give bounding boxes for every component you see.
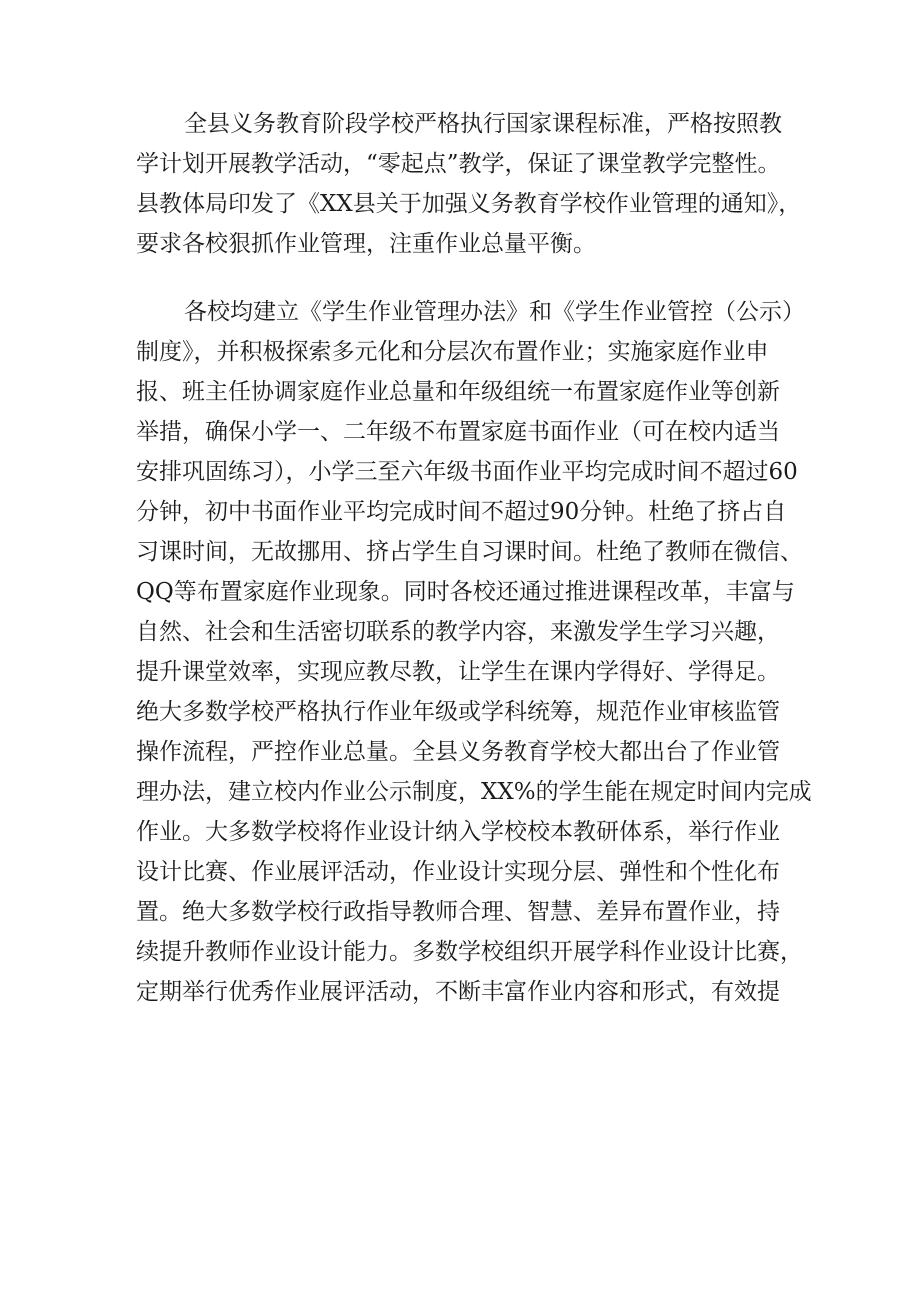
paragraph-2 [136,292,816,1012]
paragraph-line: 提升课堂效率，实现应教尽教，让学生在课内学得好、学得足。 [136,659,780,685]
paragraph-line: 设计比赛、作业展评活动，作业设计实现分层、弹性和个性化布 [136,859,780,885]
paragraph-line: 安排巩固练习），小学三至六年级书面作业平均完成时间不超过60 [136,459,798,485]
paragraph-line: 县教体局印发了《XX县关于加强义务教育学校作业管理的通知》， [136,191,802,217]
paragraph-line: 置。绝大多数学校行政指导教师合理、智慧、差异布置作业，持 [136,899,780,925]
paragraph-line: 举措，确保小学一、二年级不布置家庭书面作业（可在校内适当 [136,419,780,445]
document-body [136,104,816,1012]
paragraph-line: 续提升教师作业设计能力。多数学校组织开展学科作业设计比赛， [136,939,803,965]
paragraph-line: 定期举行优秀作业展评活动，不断丰富作业内容和形式，有效提 [136,979,780,1005]
paragraph-line: 分钟，初中书面作业平均完成时间不超过90分钟。杜绝了挤占自 [136,499,787,525]
paragraph-gap [136,264,816,292]
paragraph-line: 自然、社会和生活密切联系的教学内容，来激发学生学习兴趣， [136,619,780,645]
paragraph-line: 理办法，建立校内作业公示制度，XX%的学生能在规定时间内完成 [136,779,812,805]
paragraph-line: 要求各校狠抓作业管理，注重作业总量平衡。 [136,231,596,257]
paragraph-line: 全县义务教育阶段学校严格执行国家课程标准，严格按照教 [184,111,782,137]
paragraph-line: 作业。大多数学校将作业设计纳入学校校本教研体系，举行作业 [136,819,780,845]
paragraph-line: 操作流程，严控作业总量。全县义务教育学校大都出台了作业管 [136,739,780,765]
paragraph-1 [136,104,816,264]
paragraph-line: 各校均建立《学生作业管理办法》和《学生作业管控（公示） [184,299,805,325]
paragraph-line: 学计划开展教学活动，“零起点”教学，保证了课堂教学完整性。 [136,151,781,177]
paragraph-line: 习课时间，无故挪用、挤占学生自习课时间。杜绝了教师在微信、 [136,539,803,565]
paragraph-line: QQ等布置家庭作业现象。同时各校还通过推进课程改革，丰富与 [136,579,795,605]
paragraph-line: 制度》，并积极探索多元化和分层次布置作业；实施家庭作业申 [136,339,769,365]
paragraph-line: 报、班主任协调家庭作业总量和年级组统一布置家庭作业等创新 [136,379,780,405]
paragraph-line: 绝大多数学校严格执行作业年级或学科统筹，规范作业审核监管 [136,699,780,725]
